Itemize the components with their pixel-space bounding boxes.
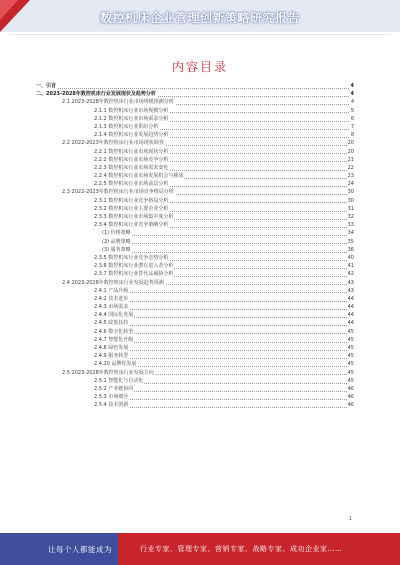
toc-entry-page: 41 [347, 263, 354, 270]
toc-entry-page: 4 [350, 91, 354, 98]
toc-entry[interactable] [36, 287, 354, 295]
toc-entry-label: 2.4.5 政策扶持 [94, 320, 129, 327]
toc-entry-page: 4 [350, 83, 354, 89]
toc-entry-label: 2.2.4 数控机床行业市场发展机会与挑战 [94, 173, 184, 180]
footer-slogan: 让每个人都能成为 [48, 545, 112, 554]
toc-entry[interactable] [36, 377, 354, 385]
toc-entry-page: 30 [347, 197, 354, 204]
toc-entry[interactable] [36, 279, 354, 287]
toc-entry[interactable] [36, 369, 354, 377]
toc-entry-page: 45 [347, 328, 354, 335]
toc-entry-label: 一、引言 [36, 83, 57, 89]
toc-entry[interactable] [36, 205, 354, 213]
toc-entry-page: 46 [347, 394, 354, 401]
toc-entry-page: 40 [347, 254, 354, 261]
toc-entry[interactable] [36, 107, 354, 115]
toc-entry-label: 2.2.3 数控机床行业市场需求变化 [94, 164, 169, 171]
toc-entry-page: 43 [347, 279, 354, 286]
toc-entry[interactable] [36, 164, 354, 172]
toc-entry-label: 2.3.2 数控机床行业主要企业分析 [94, 205, 169, 212]
toc-entry[interactable] [36, 262, 354, 270]
toc-entry-page: 45 [347, 377, 354, 384]
toc-entry-page: 23 [347, 173, 354, 180]
toc-entry-page: 24 [347, 181, 354, 188]
toc-leader-dots [102, 235, 349, 236]
toc-entry-label: 2.5.1 智能化与自动化 [94, 377, 144, 384]
toc-entry[interactable] [36, 115, 354, 123]
toc-entry-label: 二、2023-2028年数控机床行业发展现状及趋势分析 [36, 91, 156, 98]
toc-entry-label: 2.1.2 数控机床行业市场需求分析 [94, 115, 169, 122]
toc-entry[interactable] [36, 188, 354, 196]
toc-entry-label: 2.4.7 智能化升级 [94, 336, 134, 343]
toc-entry-label: 2.2.2 数控机床行业市场竞争分析 [94, 156, 169, 163]
toc-entry-page: 44 [347, 304, 354, 311]
report-title: 数控机床企业管理创新策略研究报告 [99, 11, 300, 25]
toc-entry[interactable] [36, 148, 354, 156]
toc-leader-dots [94, 301, 349, 302]
toc-leader-dots [94, 325, 349, 326]
toc-leader-dots [94, 399, 349, 400]
toc-entry-label: 2.1.1 数控机床行业市场规模分析 [94, 107, 169, 114]
toc-entry-label: 2.5.4 技术创新 [94, 402, 129, 409]
toc-entry[interactable] [36, 90, 354, 98]
toc-entry-page: 6 [350, 115, 354, 122]
toc-entry-label: 2.5.3 市场细分 [94, 394, 129, 401]
toc-leader-dots [94, 407, 349, 408]
toc-entry-page: 45 [347, 345, 354, 351]
toc-entry-label: 2.1 2023-2028年数控机床行业市场规模预测分析 [62, 99, 174, 106]
toc-entry-label: 2.2.1 数控机床行业市场现状分析 [94, 148, 169, 155]
toc-entry[interactable] [36, 221, 354, 229]
toc-entry-page: 32 [347, 214, 354, 220]
toc-entry-label: 2.4.6 数字化转型 [94, 328, 134, 335]
toc-entry-page: 46 [347, 385, 354, 392]
toc-entry-page: 42 [347, 271, 354, 278]
toc-entry[interactable] [36, 352, 354, 360]
toc-entry[interactable] [36, 213, 354, 221]
toc-entry[interactable] [36, 336, 354, 344]
toc-entry[interactable] [36, 319, 354, 327]
toc-entry[interactable] [36, 328, 354, 336]
toc-entry-label: 2.1.4 数控机床行业发展趋势分析 [94, 132, 169, 139]
toc-entry-label: 2.3.4 数控机床行业竞争策略分析 [94, 222, 169, 229]
toc-entry-page: 5 [350, 107, 354, 114]
toc-entry[interactable] [36, 131, 354, 139]
header-divider [10, 34, 390, 35]
toc-entry[interactable] [36, 246, 354, 254]
toc-leader-dots [94, 292, 349, 293]
toc-leader-dots [102, 243, 349, 244]
toc-entry-label: 2.3 2022-2023年数控机床行业市场竞争格局分析 [62, 189, 174, 196]
toc-entry-label: 2.2.5 数控机床行业市场前景分析 [94, 181, 169, 188]
toc-entry-label: 2.4.10 品牌化发展 [94, 361, 137, 368]
toc-entry-page: 30 [347, 189, 354, 196]
toc-entry[interactable] [36, 254, 354, 262]
toc-entry[interactable] [36, 172, 354, 180]
toc-leader-dots [94, 309, 349, 310]
toc-entry-page: 45 [347, 369, 354, 376]
toc-entry-page: 34 [347, 230, 354, 237]
toc-entry[interactable] [36, 123, 354, 131]
toc-entry[interactable] [36, 180, 354, 188]
toc-entry-label: 2.3.3 数控机床行业市场集中度分析 [94, 214, 174, 220]
toc-entry-page: 44 [347, 312, 354, 319]
toc-entry[interactable] [36, 385, 354, 393]
toc-entry-page: 4 [350, 99, 354, 106]
toc-entry-page: 22 [347, 164, 354, 171]
footer-roles: 行业专家、管理专家、营销专家、战略专家、成功企业家…… [140, 545, 343, 553]
toc-heading: 内容目录 [171, 60, 228, 74]
toc-entry[interactable] [36, 311, 354, 319]
toc-entry-page: 43 [347, 287, 354, 294]
toc-entry-label: 2.4.4 国际化发展 [94, 312, 134, 319]
toc-entry-label: 2.4.9 服务转型 [94, 353, 129, 360]
toc-leader-dots [94, 350, 349, 351]
toc-entry-label: 2.4.1 产品升级 [94, 287, 129, 294]
toc-entry-page: 35 [347, 238, 354, 245]
toc-entry-label: 2.5 2023-2028年数控机床行业发展方向 [62, 369, 154, 376]
toc-entry-page: 8 [350, 132, 354, 139]
toc-entry-page: 31 [347, 205, 354, 212]
toc-entry-page: 7 [350, 123, 354, 130]
toc-entry-label: (2) 品牌策略 [102, 238, 131, 245]
toc-entry-label: (1) 价格策略 [102, 230, 131, 237]
toc-entry-page: 44 [347, 320, 354, 327]
footer-stripe-edge [118, 533, 130, 565]
table-of-contents [36, 82, 354, 410]
toc-entry-page: 45 [347, 353, 354, 360]
toc-entry[interactable] [36, 197, 354, 205]
toc-entry[interactable] [36, 360, 354, 368]
toc-entry[interactable] [36, 139, 354, 147]
toc-leader-dots [36, 88, 349, 89]
toc-entry[interactable] [36, 344, 354, 352]
toc-entry[interactable] [36, 229, 354, 237]
toc-leader-dots [102, 252, 349, 253]
toc-entry-page: 20 [347, 148, 354, 155]
toc-entry-page: 45 [347, 361, 354, 368]
toc-entry[interactable] [36, 401, 354, 409]
toc-entry-label: 2.4.8 绿色发展 [94, 345, 129, 351]
toc-entry-page: 46 [347, 402, 354, 409]
toc-entry[interactable] [36, 156, 354, 164]
toc-entry[interactable] [36, 82, 354, 90]
toc-entry-page: 33 [347, 222, 354, 229]
toc-entry-label: 2.4.3 市场需求 [94, 304, 129, 311]
toc-entry-label: 2.3.7 数控机床行业替代品威胁分析 [94, 271, 174, 278]
toc-entry[interactable] [36, 238, 354, 246]
toc-entry-label: 2.4.2 技术进步 [94, 295, 129, 302]
toc-entry-label: 2.1.3 数控机床行业供给分析 [94, 123, 159, 130]
page-number: 1 [348, 516, 352, 522]
toc-entry-label: 2.5.2 产业链协同 [94, 385, 134, 392]
toc-entry-label: 2.4 2023-2028年数控机床行业发展趋势预测 [62, 279, 164, 286]
toc-entry-label: 2.3.6 数控机床行业潜在进入者分析 [94, 263, 174, 270]
toc-entry[interactable] [36, 270, 354, 278]
toc-entry-page: 45 [347, 336, 354, 343]
toc-entry[interactable] [36, 393, 354, 401]
toc-entry-label: (3) 服务策略 [102, 246, 131, 253]
toc-entry-page: 44 [347, 295, 354, 302]
toc-entry-label: 2.3.1 数控机床行业竞争格局分析 [94, 197, 169, 204]
toc-entry-page: 36 [347, 246, 354, 253]
toc-entry[interactable] [36, 295, 354, 303]
toc-entry[interactable] [36, 98, 354, 106]
toc-entry[interactable] [36, 303, 354, 311]
toc-leader-dots [94, 358, 349, 359]
toc-entry-label: 2.3.5 数控机床行业竞争态势分析 [94, 254, 169, 261]
toc-entry-label: 2.2 2022-2023年数控机床行业市场现状调查 [62, 140, 164, 147]
toc-entry-page: 21 [347, 156, 354, 163]
toc-entry-page: 20 [347, 140, 354, 147]
